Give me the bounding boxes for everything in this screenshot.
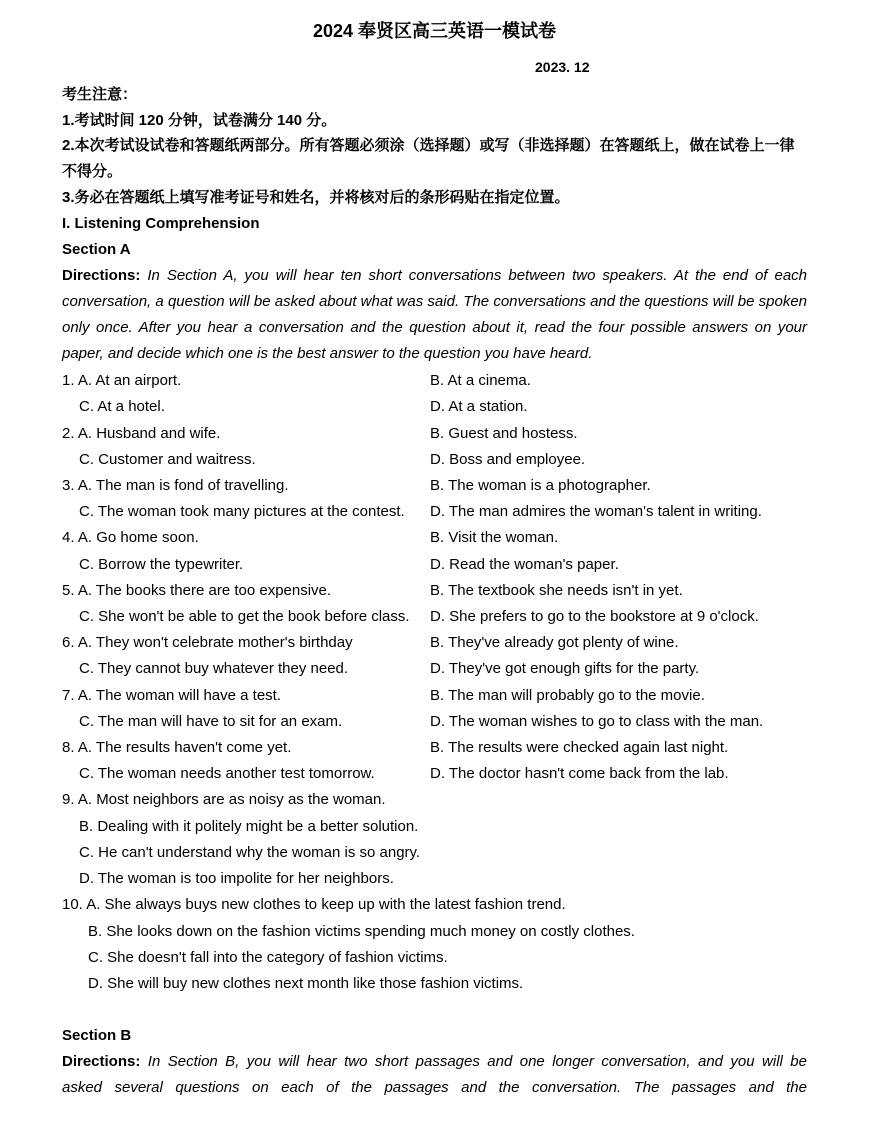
question-row bbox=[62, 919, 822, 945]
option-b: B. They've already got plenty of wine. bbox=[430, 634, 679, 651]
option-d: D. They've got enough gifts for the party. bbox=[430, 660, 700, 677]
section-b-heading: Section B bbox=[62, 1027, 132, 1044]
question-row bbox=[62, 971, 822, 997]
question-row bbox=[62, 604, 822, 630]
option-d: D. She will buy new clothes next month like those fashion victims. bbox=[88, 975, 524, 992]
option-c: C. The woman needs another test tomorrow. bbox=[79, 765, 375, 782]
exam-date: 2023. 12 bbox=[535, 59, 590, 75]
option-d: D. At a station. bbox=[430, 398, 528, 415]
option-c: C. Customer and waitress. bbox=[79, 451, 256, 468]
question-row bbox=[62, 394, 822, 420]
notice-item-1: 1.考试时间 120 分钟，试卷满分 140 分。 bbox=[62, 112, 337, 129]
question-row bbox=[62, 578, 822, 604]
option-c: C. Borrow the typewriter. bbox=[79, 556, 244, 573]
option-a: 6. A. They won't celebrate mother's birthday bbox=[62, 634, 353, 651]
option-b: B. The man will probably go to the movie. bbox=[430, 687, 705, 704]
option-d: D. The woman wishes to go to class with the man. bbox=[430, 713, 764, 730]
option-c: C. He can't understand why the woman is so angry. bbox=[79, 844, 421, 861]
directions-text: In Section A, you will hear ten short conversations between two speakers. At the end of each conversation, a question will be asked about what was said. The conversations and the questions will be spoken only once. After you hear a conversation and the question about it, read the four possible answers on your paper, and decide which one is the best answer to the question you have heard. bbox=[62, 267, 807, 362]
section-a-directions bbox=[62, 263, 807, 367]
option-b: B. Visit the woman. bbox=[430, 529, 559, 546]
section-b-directions bbox=[62, 1049, 807, 1075]
option-a: 1. A. At an airport. bbox=[62, 372, 182, 389]
option-c: C. The woman took many pictures at the contest. bbox=[79, 503, 405, 520]
question-row bbox=[62, 814, 822, 840]
question-row bbox=[62, 552, 822, 578]
section-b-directions-cont: asked several questions on each of the passages and the conversation. The passages and the bbox=[62, 1079, 807, 1096]
option-c: C. The man will have to sit for an exam. bbox=[79, 713, 343, 730]
option-a: 3. A. The man is fond of travelling. bbox=[62, 477, 289, 494]
option-d: D. She prefers to go to the bookstore at 9 o'clock. bbox=[430, 608, 759, 625]
question-row bbox=[62, 761, 822, 787]
option-a: 8. A. The results haven't come yet. bbox=[62, 739, 292, 756]
question-row bbox=[62, 892, 822, 918]
notice-item-3: 3.务必在答题纸上填写准考证号和姓名，并将核对后的条形码贴在指定位置。 bbox=[62, 189, 570, 206]
question-row bbox=[62, 866, 822, 892]
directions-text: In Section B, you will hear two short passages and one longer conversation, and you will be bbox=[140, 1053, 807, 1070]
option-c: C. They cannot buy whatever they need. bbox=[79, 660, 349, 677]
option-b: B. The textbook she needs isn't in yet. bbox=[430, 582, 683, 599]
part-heading: I. Listening Comprehension bbox=[62, 215, 260, 232]
option-b: B. At a cinema. bbox=[430, 372, 531, 389]
directions-label: Directions: bbox=[62, 267, 141, 284]
directions-label: Directions: bbox=[62, 1053, 141, 1070]
option-b: B. She looks down on the fashion victims spending much money on costly clothes. bbox=[88, 923, 635, 940]
option-d: D. Read the woman's paper. bbox=[430, 556, 619, 573]
option-a: 7. A. The woman will have a test. bbox=[62, 687, 282, 704]
question-row bbox=[62, 787, 822, 813]
question-row bbox=[62, 447, 822, 473]
option-b: B. Guest and hostess. bbox=[430, 425, 578, 442]
option-a: 10. A. She always buys new clothes to keep up with the latest fashion trend. bbox=[62, 896, 566, 913]
option-c: C. She doesn't fall into the category of fashion victims. bbox=[88, 949, 448, 966]
option-b: B. Dealing with it politely might be a better solution. bbox=[79, 818, 419, 835]
option-b: B. The results were checked again last night. bbox=[430, 739, 729, 756]
option-a: 4. A. Go home soon. bbox=[62, 529, 199, 546]
question-row bbox=[62, 683, 822, 709]
option-d: D. The man admires the woman's talent in writing. bbox=[430, 503, 762, 520]
question-row bbox=[62, 368, 822, 394]
question-row bbox=[62, 945, 822, 971]
option-c: C. She won't be able to get the book before class. bbox=[79, 608, 410, 625]
option-a: 2. A. Husband and wife. bbox=[62, 425, 221, 442]
exam-title: 2024 奉贤区高三英语一模试卷 bbox=[312, 21, 557, 41]
question-row bbox=[62, 656, 822, 682]
option-d: D. Boss and employee. bbox=[430, 451, 586, 468]
question-row bbox=[62, 473, 822, 499]
question-row bbox=[62, 630, 822, 656]
option-d: D. The woman is too impolite for her neighbors. bbox=[79, 870, 394, 887]
section-a-heading: Section A bbox=[62, 241, 131, 258]
question-row bbox=[62, 421, 822, 447]
question-row bbox=[62, 525, 822, 551]
notice-item-2: 2.本次考试设试卷和答题纸两部分。所有答题必须涂（选择题）或写（非选择题）在答题纸上，做在试卷上一律不得分。 bbox=[62, 137, 795, 180]
question-row bbox=[62, 840, 822, 866]
question-row bbox=[62, 709, 822, 735]
option-d: D. The doctor hasn't come back from the lab. bbox=[430, 765, 729, 782]
question-row bbox=[62, 499, 822, 525]
option-a: 9. A. Most neighbors are as noisy as the woman. bbox=[62, 791, 386, 808]
question-row bbox=[62, 735, 822, 761]
option-b: B. The woman is a photographer. bbox=[430, 477, 651, 494]
notice-heading: 考生注意： bbox=[62, 86, 138, 103]
option-c: C. At a hotel. bbox=[79, 398, 165, 415]
option-a: 5. A. The books there are too expensive. bbox=[62, 582, 332, 599]
